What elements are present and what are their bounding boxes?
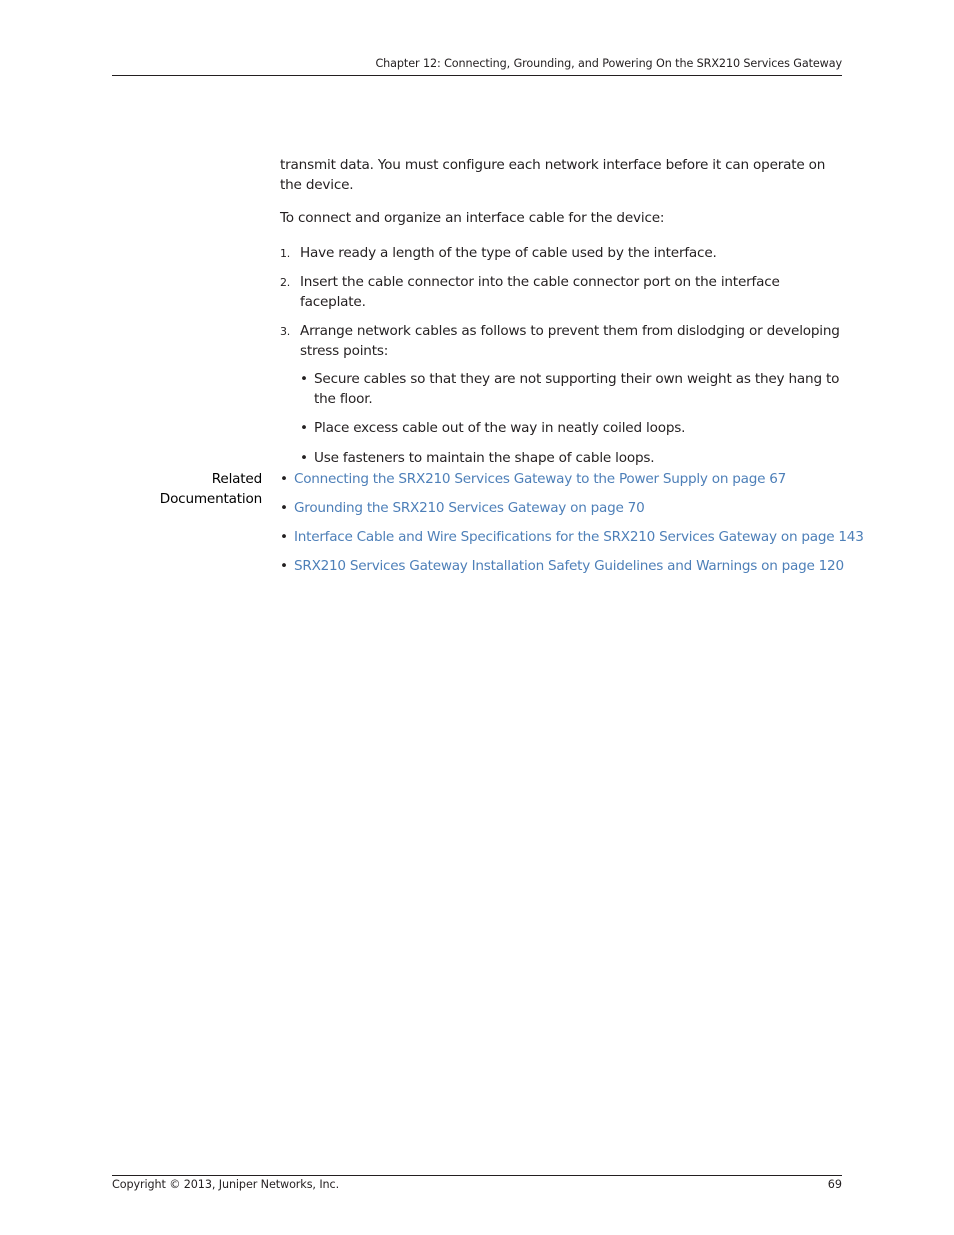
related-links-list bbox=[280, 470, 864, 586]
sub-bullet-text: Place excess cable out of the way in neatly coiled loops. bbox=[314, 420, 686, 436]
sub-bullet-item bbox=[300, 449, 846, 469]
bullet-icon: • bbox=[300, 449, 308, 466]
related-label-line1: Related bbox=[211, 471, 262, 487]
related-documentation-heading bbox=[160, 469, 262, 509]
step-item bbox=[280, 244, 846, 264]
sub-bullet-item bbox=[300, 419, 846, 439]
related-link-safety-guidelines[interactable]: SRX210 Services Gateway Installation Safety Guidelines and Warnings on page 120 bbox=[294, 558, 844, 574]
footer-divider bbox=[112, 1175, 842, 1176]
bullet-icon: • bbox=[300, 420, 308, 436]
step-number: 2. bbox=[280, 276, 291, 289]
procedure-steps bbox=[280, 244, 846, 469]
sub-bullet-text: Use fasteners to maintain the shape of cable loops. bbox=[314, 449, 655, 466]
intro-paragraph: transmit data. You must configure each network interface before it can operate on the device. bbox=[280, 157, 826, 193]
bullet-icon: • bbox=[300, 371, 308, 387]
related-link-item bbox=[280, 499, 860, 518]
related-label-line2: Documentation bbox=[159, 491, 262, 507]
procedure-intro: To connect and organize an interface cable for the device: bbox=[280, 210, 665, 226]
sub-bullet-item bbox=[300, 370, 846, 409]
page-number: 69 bbox=[827, 1178, 842, 1191]
step-item bbox=[280, 322, 846, 468]
step-item bbox=[280, 273, 846, 312]
step-text: Have ready a length of the type of cable used by the interface. bbox=[300, 244, 717, 261]
related-link-item bbox=[280, 528, 864, 547]
step-number: 3. bbox=[280, 325, 291, 338]
related-link-item bbox=[280, 557, 860, 576]
bullet-icon: • bbox=[280, 500, 288, 516]
bullet-icon: • bbox=[280, 471, 288, 487]
bullet-icon: • bbox=[280, 529, 288, 545]
step-text: Insert the cable connector into the cable connector port on the interface faceplate. bbox=[300, 274, 780, 310]
main-content bbox=[280, 156, 846, 478]
step-sub-bullets bbox=[300, 370, 846, 468]
sub-bullet-text: Secure cables so that they are not supporting their own weight as they hang to the floor. bbox=[314, 371, 840, 407]
related-link-grounding[interactable]: Grounding the SRX210 Services Gateway on page 70 bbox=[294, 500, 645, 516]
related-link-power-supply[interactable]: Connecting the SRX210 Services Gateway to the Power Supply on page 67 bbox=[294, 471, 787, 487]
step-text: Arrange network cables as follows to prevent them from dislodging or developing stress points: bbox=[300, 323, 840, 359]
copyright-notice: Copyright © 2013, Juniper Networks, Inc. bbox=[112, 1178, 340, 1191]
running-header: Chapter 12: Connecting, Grounding, and Powering On the SRX210 Services Gateway bbox=[375, 57, 842, 70]
bullet-icon: • bbox=[280, 558, 288, 574]
header-divider bbox=[112, 75, 842, 76]
related-link-item bbox=[280, 470, 860, 489]
step-number: 1. bbox=[280, 246, 291, 260]
related-link-cable-specs[interactable]: Interface Cable and Wire Specifications for the SRX210 Services Gateway on page 143 bbox=[294, 529, 864, 545]
